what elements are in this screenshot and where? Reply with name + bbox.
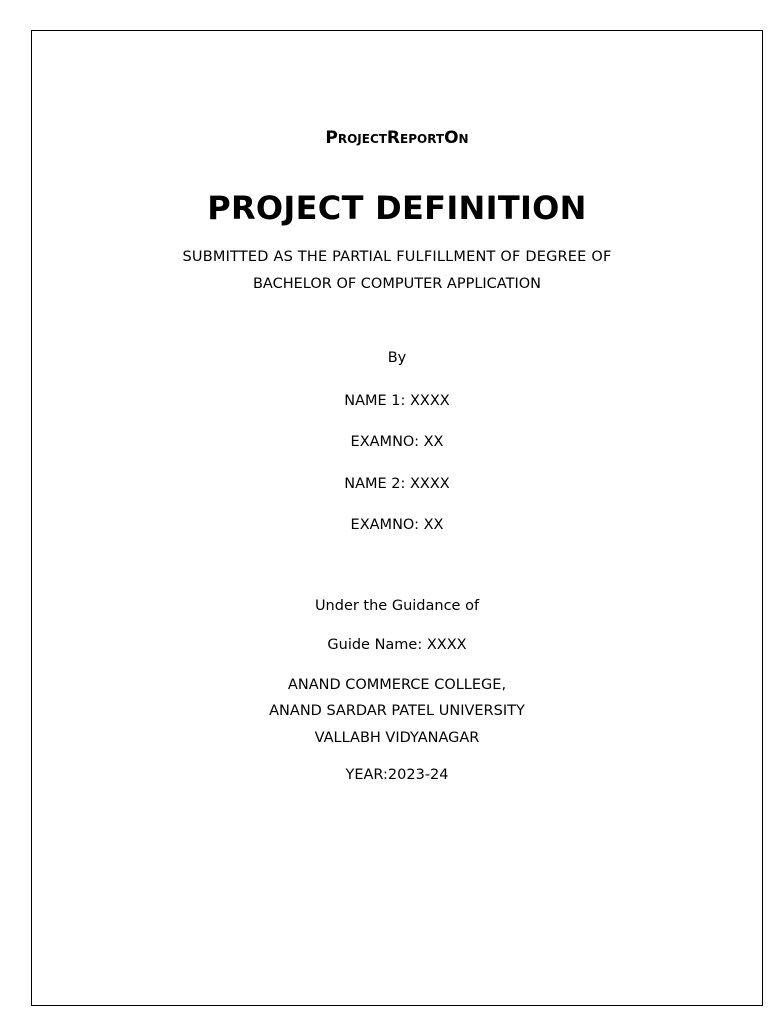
university-name: ANAND SARDAR PATEL UNIVERSITY <box>269 703 525 719</box>
location-name: VALLABH VIDYANAGAR <box>314 730 480 746</box>
author-name-2: NAME 2: XXXX <box>344 476 450 492</box>
degree-name: BACHELOR OF COMPUTER APPLICATION <box>252 276 541 292</box>
submitted-line: SUBMITTED AS THE PARTIAL FULFILLMENT OF DEGREE OF <box>182 249 612 265</box>
college-name: ANAND COMMERCE COLLEGE, <box>287 677 507 693</box>
guide-name: Guide Name: XXXX <box>327 637 467 653</box>
author-name-1: NAME 1: XXXX <box>344 393 450 409</box>
guidance-label: Under the Guidance of <box>314 598 480 614</box>
exam-number-2: EXAMNO: XX <box>350 517 444 533</box>
page-title: PROJECT DEFINITION <box>207 189 587 227</box>
report-label: ProjectReportOn <box>325 128 469 148</box>
academic-year: YEAR:2023-24 <box>345 767 449 783</box>
by-label: By <box>387 350 407 366</box>
exam-number-1: EXAMNO: XX <box>350 434 444 450</box>
